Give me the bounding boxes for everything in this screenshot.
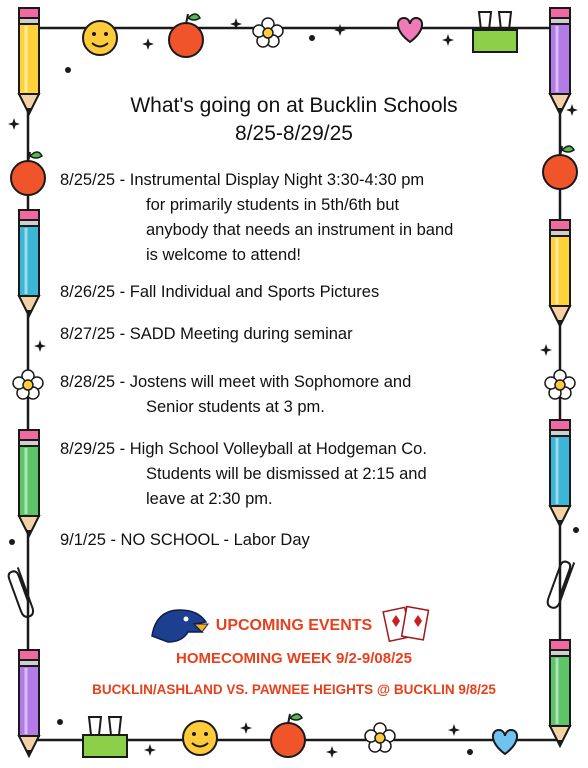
page-title: What's going on at Bucklin Schools: [130, 94, 458, 117]
binder-clip-icon: [473, 12, 517, 52]
event-text: Jostens will meet with Sophomore and: [129, 373, 412, 391]
pencil-icon: [550, 420, 570, 526]
event-text: is welcome to attend!: [146, 246, 301, 264]
event-item: 9/1/25 - NO SCHOOL - Labor Day: [60, 531, 310, 549]
pencil-icon: [550, 220, 570, 326]
event-text: Senior students at 3 pm.: [146, 398, 325, 416]
homecoming-week: HOMECOMING WEEK 9/2-9/08/25: [176, 650, 412, 667]
event-date: 8/28/25: [60, 373, 116, 391]
pencil-icon: [19, 210, 39, 316]
heart-icon: [493, 730, 517, 754]
event-date: 9/1/25: [60, 531, 106, 549]
flower-icon: [253, 18, 283, 47]
event-text: anybody that needs an instrument in band: [146, 221, 454, 239]
apple-icon: [271, 714, 305, 757]
event-item: 8/28/25 - Jostens will meet with Sophomore and Senior students at 3 pm.: [60, 370, 411, 420]
event-item: 8/29/25 - High School Volleyball at Hodgeman Co. Students will be dismissed at 2:15 and leave at 2:30 pm.: [60, 437, 427, 512]
pencil-icon: [19, 430, 39, 536]
paperclip-icon: [7, 567, 35, 618]
event-text: High School Volleyball at Hodgeman Co.: [129, 440, 427, 458]
event-item: 8/26/25 - Fall Individual and Sports Pictures: [60, 283, 380, 301]
heart-icon: [398, 18, 422, 42]
event-item: 8/27/25 - SADD Meeting during seminar: [60, 325, 353, 343]
flower-icon: [545, 370, 575, 399]
event-date: 8/29/25: [60, 440, 116, 458]
event-text: Instrumental Display Night 3:30-4:30 pm: [129, 171, 425, 189]
event-text: Students will be dismissed at 2:15 and: [146, 465, 427, 483]
apple-icon: [169, 14, 203, 57]
event-date: 8/25/25: [60, 171, 116, 189]
game-announcement: BUCKLIN/ASHLAND VS. PAWNEE HEIGHTS @ BUCKLIN 9/8/25: [92, 682, 496, 697]
smiley-icon: [183, 721, 217, 755]
event-text: Fall Individual and Sports Pictures: [129, 283, 380, 301]
apple-icon: [11, 152, 45, 195]
event-text: for primarily students in 5th/6th but: [146, 196, 400, 214]
binder-clip-icon: [83, 717, 127, 757]
date-range: 8/25-8/29/25: [235, 122, 353, 145]
flower-icon: [13, 370, 43, 399]
apple-icon: [543, 146, 577, 189]
smiley-icon: [83, 21, 117, 55]
event-text: leave at 2:30 pm.: [146, 490, 273, 508]
event-date: 8/26/25: [60, 283, 116, 301]
event-date: 8/27/25: [60, 325, 116, 343]
event-text: SADD Meeting during seminar: [129, 325, 353, 343]
event-text: NO SCHOOL - Labor Day: [120, 531, 310, 549]
upcoming-events-heading: UPCOMING EVENTS: [215, 617, 373, 634]
flower-icon: [365, 723, 395, 752]
event-item: 8/25/25 - Instrumental Display Night 3:30-4:30 pm for primarily students in 5th/6th but anybody that needs an instrument in band is welcome to attend!: [60, 168, 453, 268]
